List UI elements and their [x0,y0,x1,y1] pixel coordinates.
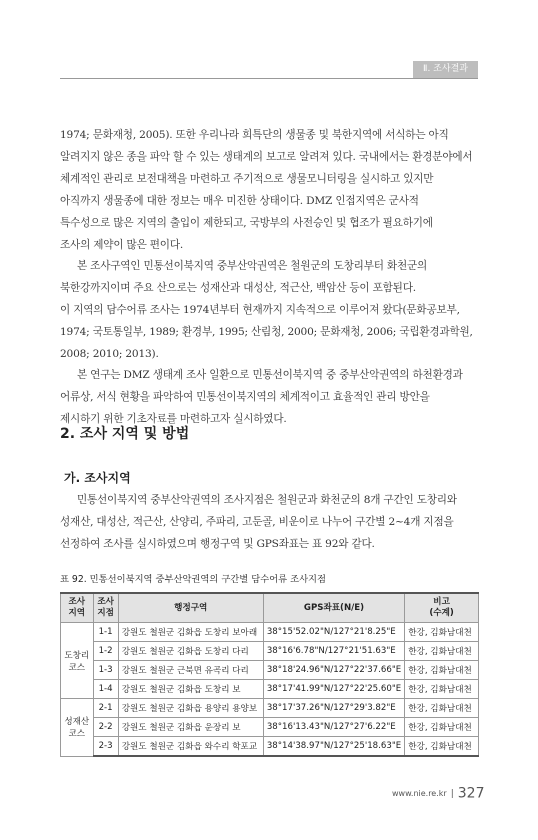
gps-cell: 38°18'24.96"N/127°22'37.66"E [263,661,404,680]
paragraph-line: 알려지지 않은 종을 파악 할 수 있는 생태계의 보고로 알려져 있다. 국내에서는 환경분야에서 [60,150,473,163]
paragraph-line: 조사의 제약이 많은 편이다. [60,238,184,251]
page-number: 327 [457,785,485,802]
site-id-cell: 2-2 [93,718,118,737]
paragraph-line: 본 연구는 DMZ 생태계 조사 일환으로 민통선이북지역 중 중부산악권역의 하천환경과 [76,369,463,381]
subsection-title: 가. 조사지역 [64,471,131,485]
district-cell: 강원도 철원군 근북면 유곡리 다리 [118,661,263,680]
paragraph-line: 1974; 국토통일부, 1989; 환경부, 1995; 산림청, 2000; 문화재청, 2006; 국립환경과학원, [60,325,473,338]
footer-separator: | [450,788,454,799]
paragraph-line: 선정하여 조사를 실시하였으며 행정구역 및 GPS좌표는 표 92와 같다. [60,537,375,550]
paragraph-line: 성재산, 대성산, 적근산, 산양리, 주파리, 고둔골, 비운이로 나누어 구간별 2~4개 지점을 [60,515,454,528]
remarks-cell: 한강, 김화남대천 [405,623,479,642]
district-cell: 강원도 철원군 김화읍 와수리 학포교 [118,737,263,757]
remarks-cell: 한강, 김화남대천 [405,642,479,661]
gps-cell: 38°17'41.99"N/127°22'25.60"E [263,680,404,699]
header-gps-coordinates: GPS좌표(N/E) [263,593,404,623]
site-id-cell: 1-4 [93,680,118,699]
site-id-cell: 2-1 [93,699,118,718]
header-administrative-district: 행정구역 [118,593,263,623]
table-row [61,642,479,661]
intro-paragraph-2 [60,256,480,366]
table-row [61,623,479,642]
remarks-cell: 한강, 김화남대천 [405,718,479,737]
remarks-cell: 한강, 김화남대천 [405,661,479,680]
paragraph-line: 본 조사구역인 민통선이북지역 중부산악권역은 철원군의 도창리부터 화천군의 [76,260,428,272]
gps-cell: 38°17'37.26"N/127°29'3.82"E [263,699,404,718]
table-header-row [61,593,479,623]
header-rule [60,78,478,79]
survey-site-table [60,592,479,757]
paragraph-line: 어류상, 서식 현황을 파악하여 민통선이북지역의 체계적이고 효율적인 관리 방안을 [60,390,430,403]
paragraph-line: 북한강까지이며 주요 산으로는 성재산과 대성산, 적근산, 백암산 등이 포함된다. [60,281,416,294]
gps-cell: 38°14'38.97"N/127°25'18.63"E [263,737,404,757]
gps-cell: 38°16'13.43"N/127°27'6.22"E [263,718,404,737]
table-row [61,699,479,718]
paragraph-line: 2008; 2010; 2013). [60,347,159,360]
gps-cell: 38°15'52.02"N/127°21'8.25"E [263,623,404,642]
header-remarks: 비고 (수계) [405,593,479,623]
paragraph-line: 체계적인 관리로 보전대책을 마련하고 주기적으로 생물모니터링을 실시하고 있지만 [60,172,434,185]
table-caption: 표 92. 민통선이북지역 중부산악권역의 구간별 담수어류 조사지점 [60,574,327,585]
district-cell: 강원도 철원군 김화읍 도창리 보 [118,680,263,699]
table-row [61,661,479,680]
paragraph-line: 특수성으로 많은 지역의 출입이 제한되고, 국방부의 사전승인 및 협조가 필요하기에 [60,216,433,229]
table-row [61,737,479,757]
paragraph-line: 이 지역의 담수어류 조사는 1974년부터 현재까지 지속적으로 이루어져 왔다(문화공보부, [60,303,460,316]
footer-website: www.nie.re.kr [392,789,447,798]
survey-region-cell: 성재산 코스 [61,699,94,757]
paragraph-line: 제시하기 위한 기초자료를 마련하고자 실시하였다. [60,412,287,425]
site-id-cell: 1-1 [93,623,118,642]
district-cell: 강원도 철원군 김화읍 도창리 다리 [118,642,263,661]
site-id-cell: 2-3 [93,737,118,757]
header-survey-site: 조사 지점 [93,593,118,623]
paragraph-line: 민통선이북지역 중부산악권역의 조사지점은 철원군과 화천군의 8개 구간인 도창리와 [76,494,457,506]
running-header-section: Ⅱ. 조사결과 [413,61,478,78]
intro-paragraph-3 [60,365,480,431]
remarks-cell: 한강, 김화남대천 [405,699,479,718]
remarks-cell: 한강, 김화남대천 [405,737,479,757]
section-title: 2. 조사 지역 및 방법 [60,426,190,442]
survey-region-cell: 도창리 코스 [61,623,94,699]
remarks-cell: 한강, 김화남대천 [405,680,479,699]
gps-cell: 38°16'6.78"N/127°21'51.63"E [263,642,404,661]
district-cell: 강원도 철원군 김화읍 도창리 보아래 [118,623,263,642]
page-footer [392,783,484,802]
site-id-cell: 1-2 [93,642,118,661]
survey-area-paragraph [60,490,480,556]
table-row [61,718,479,737]
table-row [61,680,479,699]
intro-paragraph-1 [60,125,480,256]
paragraph-line: 1974; 문화재청, 2005). 또한 우리나라 희특단의 생물종 및 북한지역에 서식하는 아직 [60,129,449,141]
paragraph-line: 아직까지 생물종에 대한 정보는 매우 미진한 상태이다. DMZ 인접지역은 군사적 [60,194,419,207]
district-cell: 강원도 철원군 김화읍 용양리 용양보 [118,699,263,718]
site-id-cell: 1-3 [93,661,118,680]
district-cell: 강원도 철원군 김화읍 운장리 보 [118,718,263,737]
header-survey-region: 조사 지역 [61,593,94,623]
